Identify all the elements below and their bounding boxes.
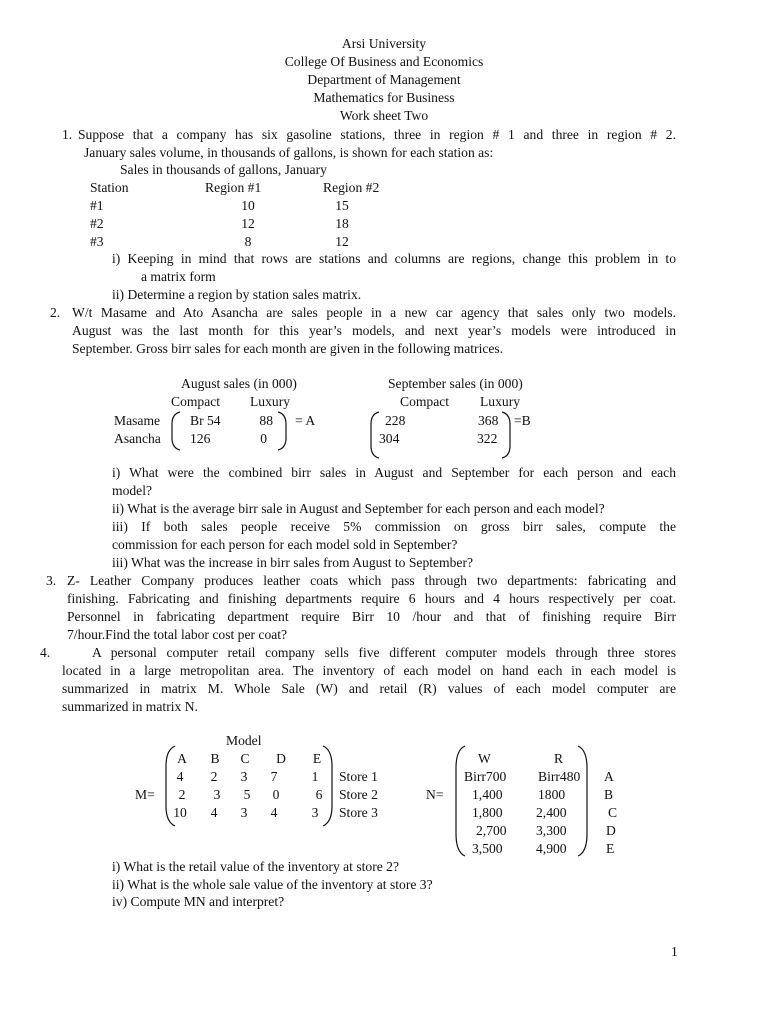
q1-row3-r1: 8 bbox=[244, 234, 252, 249]
m-r1c5: 1 bbox=[311, 769, 319, 784]
q1-row2-station: #2 bbox=[90, 216, 104, 231]
aug-right-paren bbox=[276, 410, 288, 452]
q2-sep-title: September sales (in 000) bbox=[388, 376, 523, 391]
q1-table-title: Sales in thousands of gallons, January bbox=[120, 162, 327, 177]
aug-r1c2: 88 bbox=[259, 413, 273, 428]
n-r3-r: 2,400 bbox=[536, 805, 567, 820]
n-r3-w: 1,800 bbox=[472, 805, 503, 820]
header-course: Mathematics for Business bbox=[313, 90, 455, 105]
m-r1c3: 3 bbox=[240, 769, 248, 784]
n-r2-w: 1,400 bbox=[472, 787, 503, 802]
q1-row3-station: #3 bbox=[90, 234, 104, 249]
m-model-label: Model bbox=[226, 733, 262, 748]
m-r3c5: 3 bbox=[311, 805, 319, 820]
m-r3c4: 4 bbox=[270, 805, 278, 820]
n-r4-w: 2,700 bbox=[476, 823, 507, 838]
m-store-1: Store 1 bbox=[339, 769, 378, 784]
q1-row1-station: #1 bbox=[90, 198, 104, 213]
q4-line4: summarized in matrix N. bbox=[62, 699, 198, 714]
m-r2c3: 5 bbox=[243, 787, 251, 802]
n-col-w: W bbox=[478, 751, 491, 766]
q2-name-masame: Masame bbox=[114, 413, 161, 428]
n-model-c: C bbox=[608, 805, 618, 820]
q1-sub-i-line2: a matrix form bbox=[141, 269, 216, 284]
m-r2c4: 0 bbox=[272, 787, 280, 802]
q3-line3: Personnel in fabricating department require Birr 10 /hour and that of finishing require Birr bbox=[67, 609, 676, 624]
q3-line4: 7/hour.Find the total labor cost per coat? bbox=[67, 627, 288, 642]
q1-row3-r2: 12 bbox=[335, 234, 349, 249]
m-r2c5: 6 bbox=[315, 787, 323, 802]
n-right-paren bbox=[576, 744, 590, 858]
m-label: M= bbox=[135, 787, 155, 802]
q2-qiii-line2: commission for each person for each model sold in September? bbox=[112, 537, 458, 552]
q2-number: 2. bbox=[50, 305, 61, 320]
q4-qii: ii) What is the whole sale value of the inventory at store 3? bbox=[112, 877, 433, 892]
header-department: Department of Management bbox=[307, 72, 461, 87]
m-r3c2: 4 bbox=[210, 805, 218, 820]
q3-line1: Z- Leather Company produces leather coats which pass through two departments: fabricating and bbox=[67, 573, 676, 588]
q1-sub-ii: ii) Determine a region by station sales matrix. bbox=[112, 287, 362, 302]
n-r5-r: 4,900 bbox=[536, 841, 567, 856]
header-college: College Of Business and Economics bbox=[284, 54, 484, 69]
q1-row1-r1: 10 bbox=[241, 198, 255, 213]
q4-line2: located in a large metropolitan area. The inventory of each model on hand each in each model is bbox=[62, 663, 676, 678]
q2-line2: August was the last month for this year’s models, and next year’s models were introduced in bbox=[72, 323, 676, 338]
sep-r2c2: 322 bbox=[477, 431, 498, 446]
aug-left-paren bbox=[170, 410, 182, 452]
n-r2-r: 1800 bbox=[538, 787, 566, 802]
m-col-d: D bbox=[276, 751, 286, 766]
q2-aug-compact: Compact bbox=[171, 394, 221, 409]
m-col-c: C bbox=[240, 751, 250, 766]
n-model-d: D bbox=[606, 823, 616, 838]
q1-sub-i-line1: i) Keeping in mind that rows are stations and columns are regions, change this problem in to bbox=[112, 251, 676, 266]
n-r4-r: 3,300 bbox=[536, 823, 567, 838]
m-store-3: Store 3 bbox=[339, 805, 378, 820]
q2-aug-luxury: Luxury bbox=[250, 394, 291, 409]
q1-line2: January sales volume, in thousands of gallons, is shown for each station as: bbox=[84, 145, 494, 160]
q2-qiii-line1: iii) If both sales people receive 5% commission on gross birr sales, compute the bbox=[112, 519, 676, 534]
sep-right-paren bbox=[500, 410, 512, 460]
q2-qiii-b: iii) What was the increase in birr sales from August to September? bbox=[112, 555, 474, 570]
q1-line1: Suppose that a company has six gasoline stations, three in region # 1 and three in region # 2. bbox=[78, 127, 676, 142]
m-r2c1: 2 bbox=[178, 787, 186, 802]
q2-line1: W/t Masame and Ato Asancha are sales people in a new car agency that sales only two models. bbox=[72, 305, 676, 320]
page-number: 1 bbox=[671, 944, 678, 959]
m-r2c2: 3 bbox=[213, 787, 221, 802]
m-r3c3: 3 bbox=[240, 805, 248, 820]
q1-header-region2: Region #2 bbox=[323, 180, 380, 195]
q3-line2: finishing. Fabricating and finishing departments require 6 hours and 4 hours respectively per coat. bbox=[67, 591, 676, 606]
q2-line3: September. Gross birr sales for each month are given in the following matrices. bbox=[72, 341, 504, 356]
q4-qi: i) What is the retail value of the inventory at store 2? bbox=[112, 859, 400, 874]
q4-qiv: iv) Compute MN and interpret? bbox=[112, 894, 285, 909]
m-r3c1: 10 bbox=[173, 805, 187, 820]
q4-line1: A personal computer retail company sells five different computer models through three stores bbox=[92, 645, 676, 660]
q1-row2-r2: 18 bbox=[335, 216, 349, 231]
sep-r2c1: 304 bbox=[379, 431, 400, 446]
n-r1-w: Birr700 bbox=[464, 769, 507, 784]
q1-row1-r2: 15 bbox=[335, 198, 349, 213]
q2-aug-title: August sales (in 000) bbox=[181, 376, 297, 391]
n-model-b: B bbox=[604, 787, 614, 802]
q2-qi-line1: i) What were the combined birr sales in August and September for each person and each bbox=[112, 465, 676, 480]
n-r1-r: Birr480 bbox=[538, 769, 581, 784]
n-model-e: E bbox=[606, 841, 615, 856]
sep-label: =B bbox=[514, 413, 531, 428]
q4-number: 4. bbox=[40, 645, 51, 660]
q3-number: 3. bbox=[46, 573, 57, 588]
q1-header-region1: Region #1 bbox=[205, 180, 262, 195]
n-left-paren bbox=[453, 744, 467, 858]
q2-qii: ii) What is the average birr sale in August and September for each person and each model? bbox=[112, 501, 605, 516]
q1-header-station: Station bbox=[90, 180, 129, 195]
n-r5-w: 3,500 bbox=[472, 841, 503, 856]
q2-name-asancha: Asancha bbox=[114, 431, 161, 446]
q2-qi-line2: model? bbox=[112, 483, 153, 498]
sep-r1c2: 368 bbox=[478, 413, 499, 428]
m-r1c2: 2 bbox=[210, 769, 218, 784]
q2-sep-luxury: Luxury bbox=[480, 394, 521, 409]
m-r1c4: 7 bbox=[270, 769, 278, 784]
q1-row2-r1: 12 bbox=[241, 216, 255, 231]
m-col-a: A bbox=[177, 751, 187, 766]
m-r1c1: 4 bbox=[176, 769, 184, 784]
header-university: Arsi University bbox=[341, 36, 427, 51]
q1-number: 1. bbox=[62, 127, 73, 142]
sep-r1c1: 228 bbox=[385, 413, 406, 428]
aug-r1c1: Br 54 bbox=[190, 413, 221, 428]
aug-r2c1: 126 bbox=[190, 431, 211, 446]
n-col-r: R bbox=[554, 751, 564, 766]
header-sheet: Work sheet Two bbox=[339, 108, 429, 123]
aug-r2c2: 0 bbox=[260, 431, 267, 446]
q2-sep-compact: Compact bbox=[400, 394, 450, 409]
m-store-2: Store 2 bbox=[339, 787, 378, 802]
m-col-b: B bbox=[210, 751, 220, 766]
q4-line3: summarized in matrix M. Whole Sale (W) and retail (R) values of each model computer are bbox=[62, 681, 676, 696]
n-label: N= bbox=[426, 787, 444, 802]
m-col-e: E bbox=[312, 751, 322, 766]
aug-label: = A bbox=[295, 413, 316, 428]
n-model-a: A bbox=[604, 769, 614, 784]
